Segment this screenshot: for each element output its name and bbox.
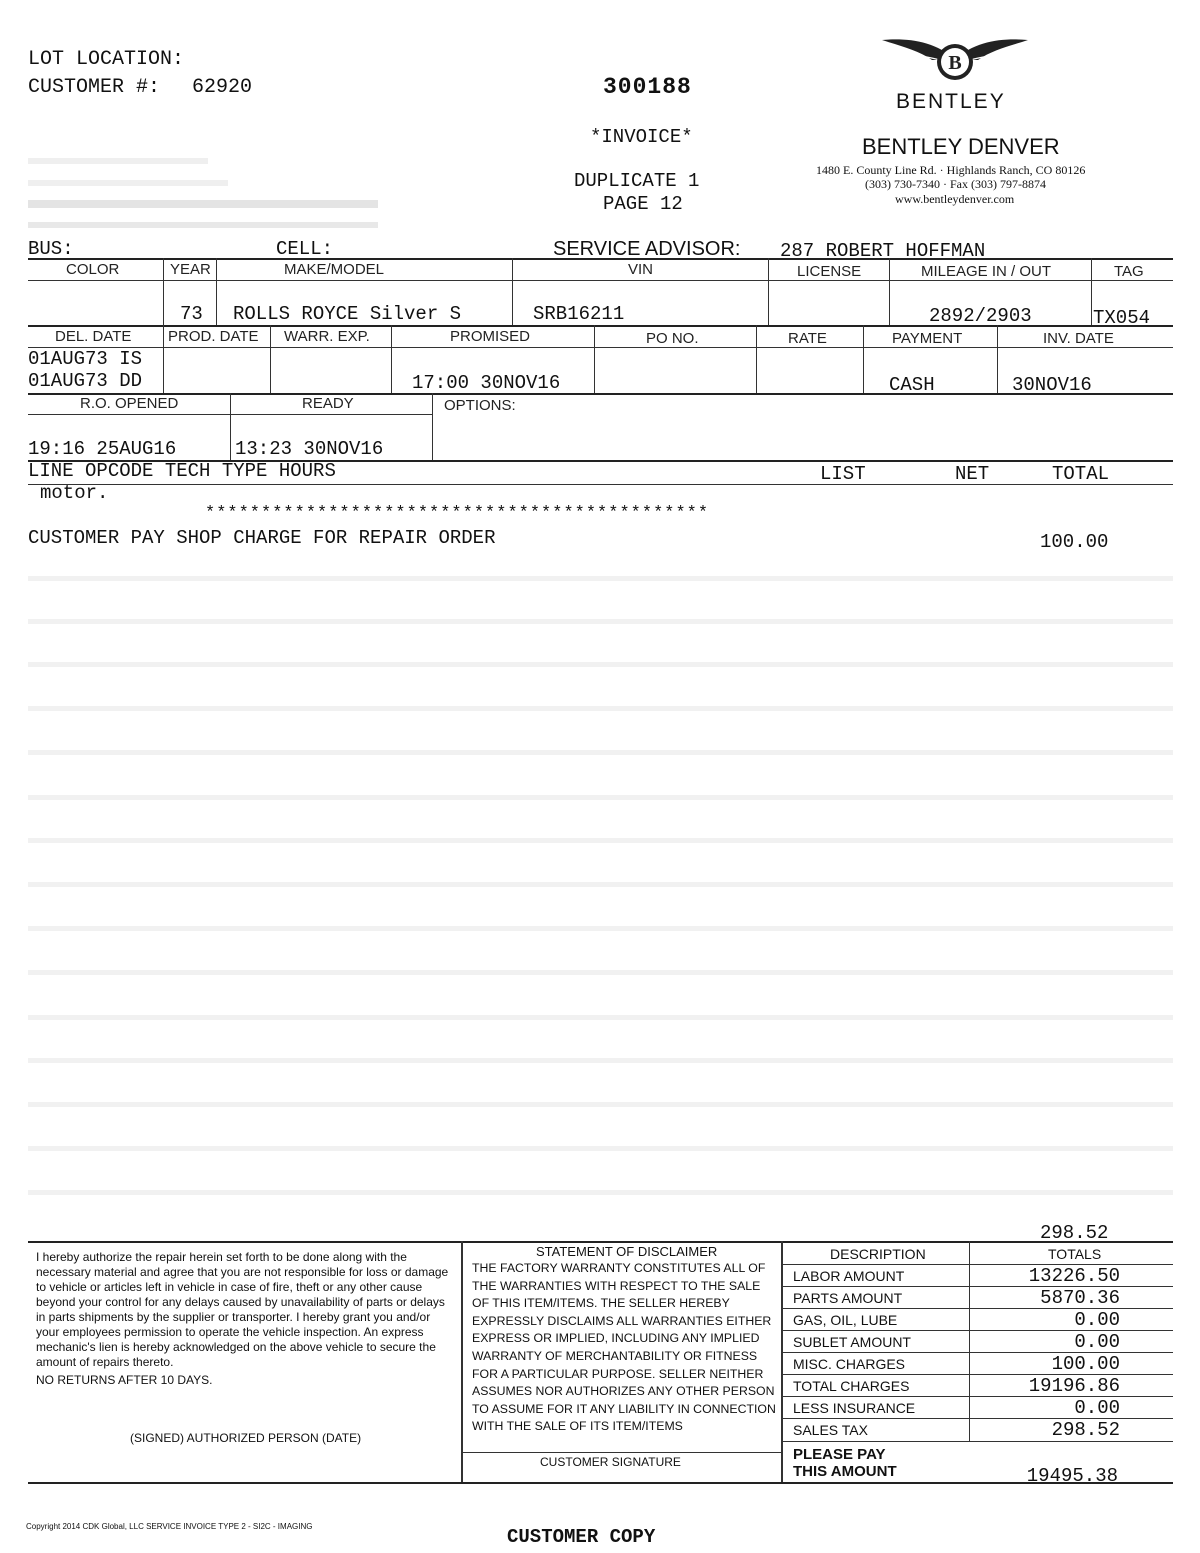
sublet-amount-value: 0.00	[1074, 1331, 1120, 1353]
vehicle-vin: SRB16211	[533, 303, 625, 325]
payment-value: CASH	[889, 374, 935, 396]
vehicle-mileage: 2892/2903	[929, 305, 1032, 327]
dealer-web: www.bentleydenver.com	[895, 192, 1015, 206]
misc-charges-label: MISC. CHARGES	[793, 1356, 906, 1372]
totals-header: TOTALS	[1048, 1246, 1102, 1262]
service-advisor: 287 ROBERT HOFFMAN	[780, 240, 986, 262]
col-vin: VIN	[628, 261, 654, 278]
authorization-text: I hereby authorize the repair herein set forth to be done along with the necessary material and agree that you are not responsible for loss or damage to vehicle or articles left in vehicle in case of fire, theft or any other cause beyond your control for any delays caused by unavailability of parts or delays in parts shipments by the supplier or transporter. I hereby grant you and/or your employees permission to operate the vehicle inspection. An express mechanic's lien is hereby acknowledged on the above vehicle to secure the amount of repairs thereto.	[36, 1250, 449, 1369]
ro-ready-value: 13:23 30NOV16	[235, 438, 384, 460]
labor-amount-value: 13226.50	[1028, 1265, 1120, 1287]
disclaimer-text: THE FACTORY WARRANTY CONSTITUTES ALL OF THE WARRANTIES WITH RESPECT TO THE SALE OF THIS ITEM/ITEMS. THE SELLER HEREBY EXPRESSLY DISCLAIMS ALL WARRANTIES EITHER EXPRESS OR IMPLIED, INCLUDING ANY IMPLIED WARRANTY OF MERCHANTABILITY OR FITNESS FOR A PARTICULAR PURPOSE. SELLER NEITHER ASSUMES NOR AUTHORIZES ANY OTHER PERSON TO ASSUME FOR IT ANY LIABILITY IN CONNECTION WITH THE SALE OF ITS ITEM/ITEMS	[472, 1261, 776, 1434]
please-pay-value: 19495.38	[1026, 1465, 1118, 1487]
vehicle-tag: TX054	[1093, 307, 1151, 329]
lines-header-list: LIST	[820, 463, 866, 485]
parts-amount-value: 5870.36	[1040, 1287, 1120, 1309]
ro-options-label: OPTIONS:	[444, 397, 516, 414]
duplicate-label: DUPLICATE 1	[574, 170, 700, 192]
customer-signature-label: CUSTOMER SIGNATURE	[540, 1455, 681, 1469]
lot-location-label: LOT LOCATION:	[28, 48, 185, 71]
authorized-signature-line: (SIGNED) AUTHORIZED PERSON (DATE)	[130, 1431, 362, 1445]
totals-description-header: DESCRIPTION	[830, 1246, 926, 1262]
line-note: motor.	[40, 482, 109, 504]
redacted-phone	[28, 200, 378, 208]
ro-ready-label: READY	[302, 395, 354, 412]
bentley-wings-logo	[880, 30, 1030, 90]
please-pay-label-2: THIS AMOUNT	[793, 1463, 897, 1480]
dealer-name: BENTLEY DENVER	[862, 134, 1060, 159]
col-inv-date: INV. DATE	[1043, 330, 1114, 347]
col-tag: TAG	[1114, 263, 1144, 280]
col-color: COLOR	[66, 261, 120, 278]
ro-opened-label: R.O. OPENED	[80, 395, 179, 412]
promised-value: 17:00 30NOV16	[412, 372, 561, 394]
less-insurance-label: LESS INSURANCE	[793, 1400, 916, 1416]
col-rate: RATE	[788, 330, 827, 347]
customer-copy: CUSTOMER COPY	[507, 1526, 656, 1548]
cell-label: CELL:	[276, 238, 334, 260]
customer-number-label: CUSTOMER #:	[28, 76, 161, 99]
dealer-address: 1480 E. County Line Rd. · Highlands Ranch, CO 80126	[816, 163, 1086, 177]
gas-oil-lube-label: GAS, OIL, LUBE	[793, 1312, 898, 1328]
brand-name: BENTLEY	[896, 90, 1006, 113]
please-pay-label-1: PLEASE PAY	[793, 1446, 886, 1463]
logo-letter: B	[948, 52, 962, 74]
customer-number: 62920	[192, 76, 253, 99]
labor-amount-label: LABOR AMOUNT	[793, 1268, 905, 1284]
col-po-no: PO NO.	[646, 330, 699, 347]
redacted-city	[28, 180, 228, 186]
no-returns: NO RETURNS AFTER 10 DAYS.	[36, 1373, 213, 1387]
misc-charges-value: 100.00	[1051, 1353, 1120, 1375]
del-date-2: 01AUG73 DD	[28, 370, 143, 392]
del-date-1: 01AUG73 IS	[28, 348, 143, 370]
shop-charge-label: CUSTOMER PAY SHOP CHARGE FOR REPAIR ORDER	[28, 527, 496, 549]
line-separator-stars: *********************************************	[205, 504, 710, 523]
total-charges-label: TOTAL CHARGES	[793, 1378, 910, 1394]
sales-tax-label: SALES TAX	[793, 1422, 868, 1438]
copyright: Copyright 2014 CDK Global, LLC SERVICE INVOICE TYPE 2 - SI2C - IMAGING	[26, 1522, 313, 1531]
col-year: YEAR	[170, 261, 211, 278]
subtotal-above: 298.52	[1040, 1222, 1109, 1244]
redacted-phone-2	[28, 222, 378, 228]
sales-tax-value: 298.52	[1051, 1419, 1120, 1441]
col-make-model: MAKE/MODEL	[284, 261, 385, 278]
col-license: LICENSE	[797, 263, 862, 280]
col-payment: PAYMENT	[892, 330, 963, 347]
ro-opened-value: 19:16 25AUG16	[28, 438, 177, 460]
col-promised: PROMISED	[450, 328, 531, 345]
vehicle-make-model: ROLLS ROYCE Silver S	[233, 303, 462, 325]
parts-amount-label: PARTS AMOUNT	[793, 1290, 903, 1306]
dealer-phone: (303) 730-7340 · Fax (303) 797-8874	[865, 177, 1046, 191]
lines-header-total: TOTAL	[1052, 463, 1110, 485]
lines-header: LINE OPCODE TECH TYPE HOURS	[28, 460, 336, 482]
col-warr-exp: WARR. EXP.	[284, 328, 370, 345]
invoice-title: *INVOICE*	[590, 126, 693, 148]
less-insurance-value: 0.00	[1074, 1397, 1120, 1419]
lines-header-net: NET	[955, 463, 990, 485]
col-prod-date: PROD. DATE	[168, 328, 259, 345]
service-advisor-label: SERVICE ADVISOR:	[553, 238, 741, 260]
total-charges-value: 19196.86	[1028, 1375, 1120, 1397]
disclaimer-title: STATEMENT OF DISCLAIMER	[536, 1244, 718, 1259]
bus-label: BUS:	[28, 238, 74, 260]
sublet-amount-label: SUBLET AMOUNT	[793, 1334, 911, 1350]
redacted-address	[28, 158, 208, 164]
col-mileage: MILEAGE IN / OUT	[921, 263, 1052, 280]
page-label: PAGE 12	[603, 193, 683, 215]
invoice-number: 300188	[603, 74, 692, 100]
vehicle-year: 73	[180, 303, 203, 325]
shop-charge-amount: 100.00	[1040, 531, 1109, 553]
inv-date-value: 30NOV16	[1012, 374, 1092, 396]
col-del-date: DEL. DATE	[55, 328, 132, 345]
gas-oil-lube-value: 0.00	[1074, 1309, 1120, 1331]
